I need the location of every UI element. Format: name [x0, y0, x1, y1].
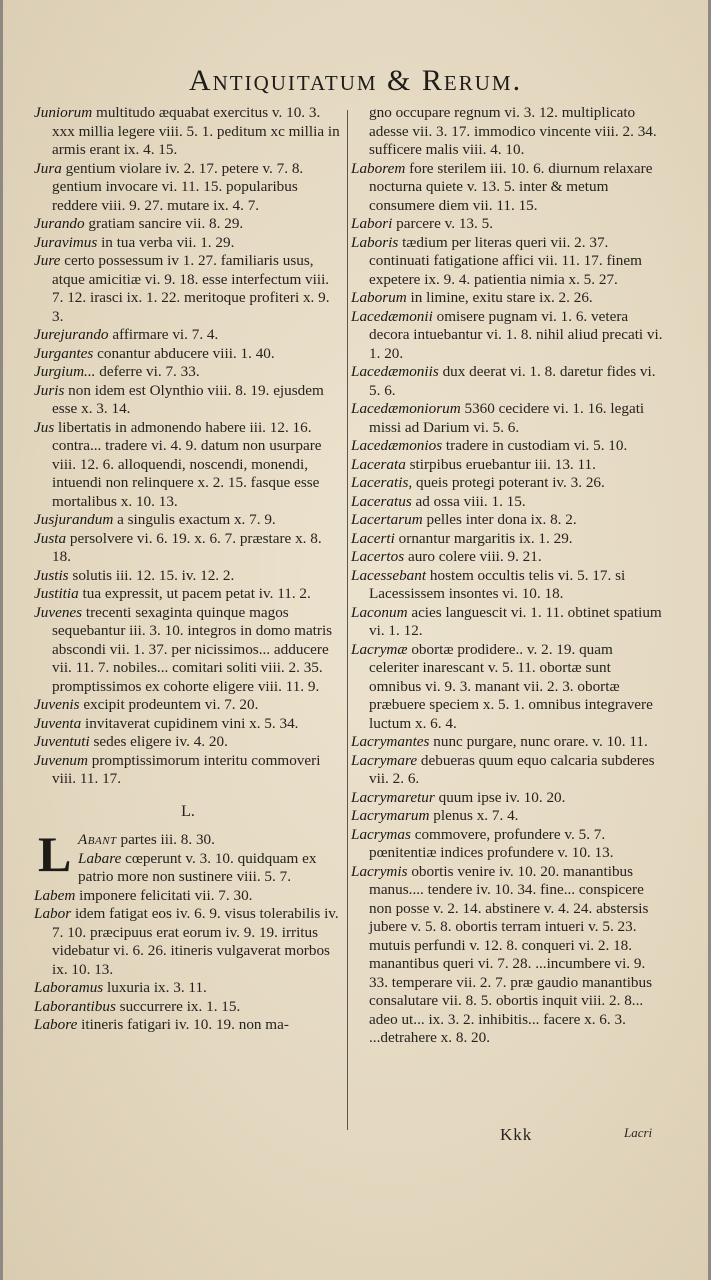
index-entry [351, 215, 663, 234]
entry-headword: Justa [34, 529, 67, 547]
entry-text: obortæ prodidere.. v. 2. 19. quam celeriter inarescant v. 5. 11. obortæ sunt omnibus vi. 9. 3. manant vii. 2. 3. obortæ præbuere speciem x. 5. 1. omnibus integravere luctum x. 6. 4. [369, 640, 653, 732]
index-entry [351, 104, 663, 160]
entry-headword: Lacedæmoniis [351, 363, 439, 380]
index-entry [34, 511, 342, 530]
index-entry [351, 437, 663, 456]
index-entry [34, 234, 342, 253]
entry-text: conantur abducere viii. 1. 40. [93, 344, 275, 362]
index-entry [351, 863, 663, 1048]
index-entry [34, 752, 342, 789]
entry-headword: Labare [78, 849, 122, 867]
index-entry [351, 789, 663, 808]
entry-text: debueras quum equo calcaria subderes vii. 2. 6. [369, 751, 655, 787]
entry-headword: Lacedæmonios [351, 437, 443, 454]
column-divider [347, 110, 348, 1130]
entry-text: in tua verba vii. 1. 29. [97, 233, 235, 251]
entry-text: persolvere vi. 6. 19. x. 6. 7. præstare x. 8. 18. [52, 529, 322, 565]
index-entry [34, 715, 342, 734]
index-entry [34, 160, 342, 216]
entry-headword: Juris [34, 381, 65, 399]
entry-text: tradere in custodiam vi. 5. 10. [442, 437, 628, 454]
running-header: Antiquitatum & Rerum. [188, 64, 523, 97]
entry-text: cœperunt v. 3. 10. quidquam ex patrio more non sustinere viii. 5. 7. [78, 849, 317, 885]
index-entry [34, 252, 342, 326]
entry-text: 5360 cecidere vi. 1. 16. legati missi ad Darium vi. 5. 6. [369, 400, 645, 436]
index-entry [34, 905, 342, 979]
entry-headword: Juvenum [34, 751, 88, 769]
entry-headword: Laceratis [351, 474, 409, 491]
entry-text: commovere, profundere v. 5. 7. pœnitentiæ indices profundere v. 10. 13. [369, 825, 614, 861]
entry-text: quum ipse iv. 10. 20. [434, 788, 566, 806]
entry-headword: Lacedæmoniorum [351, 400, 461, 417]
entry-headword: Lacerti [351, 529, 395, 547]
index-entry [351, 308, 663, 364]
entry-headword: Labore [34, 1016, 78, 1033]
entry-headword: Lacedæmonii [351, 307, 433, 325]
section-letter: L. [181, 802, 195, 820]
index-entry [351, 548, 663, 567]
entry-text: ad ossa viii. 1. 15. [411, 492, 526, 510]
index-entry [351, 567, 663, 604]
entry-text: luxuria ix. 3. 11. [103, 979, 207, 996]
entry-headword: Labori [351, 215, 393, 232]
entry-headword: Jurgantes [34, 344, 94, 362]
entry-headword: Lacerata [351, 455, 406, 473]
index-entry [351, 474, 663, 493]
entry-text: auro colere viii. 9. 21. [404, 548, 542, 565]
index-entry [34, 419, 342, 512]
entry-headword: Jus [34, 418, 55, 436]
entry-headword: Lacertos [351, 548, 405, 565]
entry-headword: Lacrymis [351, 862, 408, 880]
entry-headword: Juventa [34, 714, 82, 732]
index-entry [351, 363, 663, 400]
index-entry [34, 979, 342, 998]
entry-headword: Jusjurandum [34, 511, 114, 528]
entry-text: deferre vi. 7. 33. [95, 363, 200, 380]
entry-headword: Lacrymarum [351, 807, 430, 824]
entry-headword: Lacrymaretur [351, 788, 435, 806]
entry-headword: Laboramus [34, 979, 104, 996]
entry-text: affirmare vi. 7. 4. [108, 326, 219, 343]
index-entry [34, 326, 342, 345]
entry-text: solutis iii. 12. 15. iv. 12. 2. [68, 566, 235, 584]
index-entry [34, 850, 342, 887]
entry-text: a singulis exactum x. 7. 9. [113, 511, 276, 528]
entry-headword: Lacrymantes [351, 733, 430, 750]
entry-text: in limine, exitu stare ix. 2. 26. [406, 289, 593, 306]
index-entry [34, 215, 342, 234]
index-entry [351, 400, 663, 437]
entry-headword: Labem [34, 886, 76, 904]
entry-headword: Laceratus [351, 492, 412, 510]
entry-text: obortis venire iv. 10. 20. manantibus manus.... tendere iv. 10. 34. fine... conspicere non posse v. 2. 14. abstinere v. 4. 24. abstersis jubere v. 5. 8. obortis terram intueri v. 5. 23. mutuis perfundi v. 12. 8. conqueri vi. 2. 18. manantibus queri vi. 7. 28. ...incumbere vi. 9. 33. temperare vii. 2. 7. præ gaudio manantibus consalutare vii. 8. 5. obortis inquit viii. 2. 8... adeo ut... ix. 3. 2. inhibitis... facere x. 6. 3. ...detrahere x. 8. 20. [369, 862, 653, 1046]
index-entry [34, 104, 342, 160]
index-entry [351, 733, 663, 752]
entry-headword: Jura [34, 159, 62, 177]
index-entry [34, 585, 342, 604]
left-column [34, 104, 342, 1035]
entry-headword: Jurejurando [34, 326, 109, 343]
entry-text: idem fatigat eos iv. 6. 9. visus tolerabilis iv. 7. 10. præcipuus erat eorum iv. 9. 19. irritus videbatur vi. 6. 26. itineris vulgaverat morbos ix. 10. 13. [52, 905, 339, 978]
entry-text: plenus x. 7. 4. [429, 807, 519, 824]
entry-text: invitaverat cupidinem vini x. 5. 34. [81, 714, 299, 732]
index-entry [34, 382, 342, 419]
index-entry [34, 696, 342, 715]
entry-headword: Laborum [351, 289, 407, 306]
entry-headword: Justitia [34, 585, 79, 602]
entry-text: tædium per literas queri vii. 2. 37. continuati fatigatione affici vii. 11. 17. finem expetere ix. 9. 4. patientia nimia x. 5. 27. [369, 233, 642, 288]
index-entry [351, 604, 663, 641]
entry-text: itineris fatigari iv. 10. 19. non ma- [77, 1016, 289, 1033]
entry-text: certo possessum iv 1. 27. familiaris usus, atque amicitiæ vi. 9. 18. esse interfectum viii. 7. 12. irasci ix. 1. 22. meritoque profiteri x. 9. 3. [52, 252, 330, 325]
entry-headword: Laborantibus [34, 997, 116, 1015]
entry-text: , queis protegi poterant iv. 3. 26. [408, 474, 605, 491]
index-entry [351, 641, 663, 734]
index-entry [34, 733, 342, 752]
entry-headword: Lacrymas [351, 825, 411, 843]
right-column [351, 104, 663, 1048]
index-entry [351, 752, 663, 789]
index-entry [351, 511, 663, 530]
index-entry [351, 234, 663, 290]
entry-text: hostem occultis telis vi. 5. 17. si Lacessissem insontes vi. 10. 18. [369, 566, 626, 602]
entry-text: acies languescit vi. 1. 11. obtinet spatium vi. 1. 12. [369, 603, 662, 639]
entry-text: gentium violare iv. 2. 17. petere v. 7. 8. gentium invocare vi. 11. 15. popularibus reddere viii. 9. 27. mutare ix. 4. 7. [52, 159, 304, 214]
catchword: Lacri [624, 1125, 653, 1140]
index-entry [351, 826, 663, 863]
entry-headword: Lacrymare [351, 751, 418, 769]
entry-headword: Laborem [351, 159, 406, 177]
entry-text: stirpibus eruebantur iii. 13. 11. [405, 455, 596, 473]
book-page [3, 0, 708, 1280]
index-entry [351, 160, 663, 216]
entry-text: pelles inter dona ix. 8. 2. [422, 511, 577, 528]
entry-headword: Jurando [34, 215, 85, 232]
entry-text: omisere pugnam vi. 1. 6. vetera decora intuebantur vi. 1. 8. nihil aliud precati vi. 1. 20. [369, 307, 663, 362]
index-entry [34, 567, 342, 586]
entry-text: non idem est Olynthio viii. 8. 19. ejusdem esse x. 3. 14. [52, 381, 324, 417]
entry-text: imponere felicitati vii. 7. 30. [75, 886, 253, 904]
drop-cap: L [38, 826, 72, 882]
entry-headword: Abant [78, 831, 117, 848]
index-entry [34, 363, 342, 382]
entry-headword: Jurgium... [34, 363, 96, 380]
entry-text: sedes eligere iv. 4. 20. [89, 733, 228, 750]
index-entry [34, 530, 342, 567]
index-entry [351, 807, 663, 826]
entry-text: ornantur margaritis ix. 1. 29. [394, 529, 573, 547]
entry-text: multitudo æquabat exercitus v. 10. 3. xxx millia legere viii. 5. 1. peditum xc millia in armis erant ix. 4. 15. [52, 104, 340, 158]
entry-text: trecenti sexaginta quinque magos sequebantur iii. 3. 10. integros in domo matris abscondi vii. 1. 37. per nicissimos... adducere vii. 11. 7. nobiles... comitari soliti viii. 2. 35. promptissimos ex cohorte eligere viii. 11. 9. [52, 603, 333, 695]
index-entry [34, 604, 342, 697]
entry-headword: Lacessebant [351, 566, 427, 584]
entry-headword: Laconum [351, 603, 408, 621]
entry-headword: Lacrymæ [351, 640, 408, 658]
entry-headword: Juniorum [34, 104, 93, 121]
index-entry [351, 530, 663, 549]
entry-text: fore sterilem iii. 10. 6. diurnum relaxare nocturna quiete v. 13. 5. inter & metum consumere diem vii. 11. 15. [369, 159, 653, 214]
entry-text: nunc purgare, nunc orare. v. 10. 11. [429, 733, 648, 750]
entry-text: promptissimorum interitu commoveri viii. 11. 17. [52, 751, 321, 787]
index-entry [351, 289, 663, 308]
index-entry [351, 493, 663, 512]
index-entry [34, 887, 342, 906]
entry-headword: Jure [34, 252, 61, 269]
entry-text: dux deerat vi. 1. 8. daretur fides vi. 5. 6. [369, 363, 656, 399]
entry-headword: Laboris [351, 233, 399, 251]
index-entry [34, 998, 342, 1017]
signature-mark: Kkk [500, 1125, 533, 1144]
entry-headword: Juravimus [34, 233, 98, 251]
entry-text: gno occupare regnum vi. 3. 12. multiplicato adesse vii. 3. 17. immodico vincente viii. 2. 34. sufficere malis viii. 4. 10. [369, 104, 657, 158]
entry-text: excipit prodeuntem vi. 7. 20. [79, 696, 259, 713]
entry-text: tua expressit, ut pacem petat iv. 11. 2. [78, 585, 311, 602]
entry-text: succurrere ix. 1. 15. [115, 997, 241, 1015]
entry-headword: Juvenes [34, 603, 83, 621]
entry-text: parcere v. 13. 5. [392, 215, 493, 232]
index-entry [34, 1016, 342, 1035]
index-entry [34, 345, 342, 364]
index-entry [351, 456, 663, 475]
entry-text: gratiam sancire vii. 8. 29. [84, 215, 244, 232]
entry-text: libertatis in admonendo habere iii. 12. 16. contra... tradere vi. 4. 9. datum non usurpare viii. 12. 6. alloquendi, noscendi, monendi, intuendi non relinquere x. 2. 15. fasque esse mortalibus x. 10. 13. [52, 418, 322, 510]
entry-headword: Justis [34, 566, 69, 584]
entry-headword: Juvenis [34, 696, 80, 713]
entry-headword: Lacertarum [351, 511, 423, 528]
entry-headword: Juventuti [34, 733, 90, 750]
entry-text: partes iii. 8. 30. [116, 831, 215, 848]
entry-headword: Labor [34, 905, 72, 922]
